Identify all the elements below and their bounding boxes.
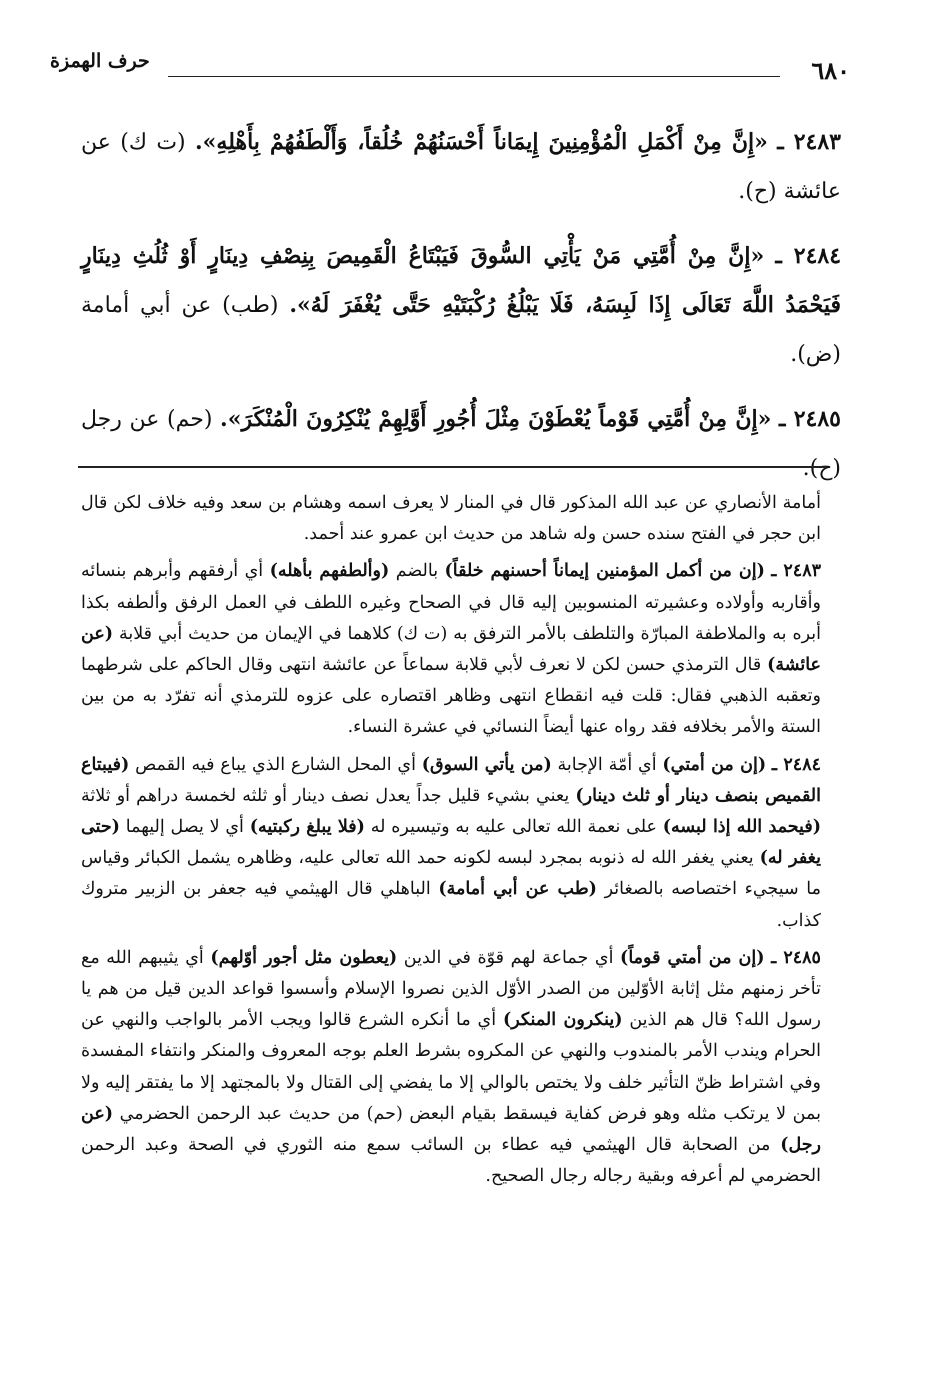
- commentary-text: أي المحل الشارع الذي يباع فيه القمص: [129, 754, 422, 775]
- commentary-2485: [81, 943, 821, 1193]
- commentary-text: أي جماعة لهم قوّة في الدين: [397, 947, 621, 968]
- running-title: حرف الهمزة: [50, 50, 150, 72]
- hadith-source: (طب) عن أبي أمامة (ض).: [81, 293, 841, 367]
- commentary-quote: (طب عن أبي أمامة): [438, 879, 597, 900]
- commentary-quote: (حتى يغفر له): [81, 817, 821, 869]
- commentary-text: أي يثيبهم الله مع تأخر زمنهم مثل إثابة الأوّلين من الصدر الأوّل الذين نصروا الإسلام وأسسوا قواعد الدين قيل من هم يا رسول الله؟ قال هم الذين: [81, 947, 821, 1031]
- commentary-intro: أمامة الأنصاري عن عبد الله المذكور قال في المنار لا يعرف اسمه وهشام بن سعد وفيه خلاف لكن قال ابن حجر في الفتح سنده حسن وله شاهد من حديث ابن عمرو عند أحمد.: [81, 493, 821, 545]
- commentary-divider: [78, 466, 826, 468]
- hadith-number: ٢٤٨٤ ـ: [775, 243, 842, 269]
- commentary-quote: (يعطون مثل أجور أوّلهم): [210, 947, 398, 968]
- commentary-quote: (إن من أكمل المؤمنين إيماناً أحسنهم خلقاً): [444, 561, 765, 582]
- commentary-text: يعني بشيء قليل جداً يعدل نصف دينار أو ثلثه لخمسة دراهم أو ثلاثة: [81, 785, 576, 806]
- commentary-text: قال الترمذي حسن لكن لا نعرف لأبي قلابة سماعاً عن عائشة انتهى وقال الحاكم على شرطهما وتعقبه الذهبي فقال: قلت فيه انقطاع انتهى وظاهر اقتصاره على عزوه للترمذي أنه تفرّد به من بين الستة والأمر بخلافه فقد رواه عنها أيضاً النسائي في عشرة النساء.: [81, 655, 821, 738]
- hadith-number: ٢٤٨٣ ـ: [777, 129, 841, 155]
- hadith-text: «إِنَّ مِنْ أُمَّتِي قَوْماً يُعْطَوْنَ مِثْلَ أُجُورِ أَوَّلِهِمْ يُنْكِرُونَ الْمُنْكَرَ».: [220, 406, 772, 432]
- hadith-number: ٢٤٨٥ ـ: [779, 406, 841, 432]
- hadith-2484: [81, 232, 841, 379]
- commentary-quote: (فلا يبلغ ركبتيه): [249, 817, 365, 838]
- commentary-text: أي ما أنكره الشرع قالوا ويجب الأمر بالواجب والنهي عن الحرام ويندب الأمر بالمندوب والنهي عن المكروه بشرط العلم بوجه المعروف والمنكر وانتفاء المفسدة وفي اشتراط ظنّ التأثير خلف ولا يختص بالوالي إلا ما يفضي إلى القتال ولا بالمجتهد إلا ما يفتقر إليه ولا بمن لا يرتكب مثله وهو فرض كفاية فيسقط بقيام البعض (حم) من حديث عبد الرحمن الحضرمي: [81, 1010, 821, 1124]
- page-header: [50, 50, 850, 94]
- commentary-quote: (ينكرون المنكر): [502, 1010, 623, 1031]
- commentary-2483: [81, 556, 821, 743]
- commentary-number: ٢٤٨٣ ـ: [771, 561, 821, 582]
- commentary-text: بالضم: [389, 561, 445, 582]
- commentary-text: على نعمة الله تعالى عليه به وتيسيره له: [364, 817, 663, 838]
- hadith-2483: [81, 118, 841, 216]
- commentary: [81, 488, 821, 1198]
- commentary-quote: (من يأتي السوق): [421, 754, 552, 775]
- commentary-2484: [81, 750, 821, 937]
- commentary-number: ٢٤٨٥ ـ: [771, 947, 821, 968]
- commentary-quote: (إن من أمتي): [662, 754, 767, 775]
- commentary-text: يعني يغفر الله له ذنوبه بمجرد لبسه لكونه حمد الله تعالى عليه، وظاهره يشمل الكبائر وقياس ما سيجيء اختصاصه بالصغائر: [81, 848, 822, 900]
- commentary-text: من الصحابة قال الهيثمي فيه عطاء بن السائب سمع منه الثوري في الصحة وعبد الرحمن الحضرمي لم أعرفه وبقية رجاله رجال الصحيح.: [81, 1135, 821, 1187]
- page-number: ٦٨٠: [811, 56, 850, 85]
- commentary-text: أي لا يصل إليهما: [119, 817, 250, 838]
- commentary-number: ٢٤٨٤ ـ: [771, 754, 821, 775]
- commentary-quote: (إن من أمتي قوماً): [620, 947, 765, 968]
- commentary-text: أي أمّة الإجابة: [551, 754, 663, 775]
- commentary-quote: (فيحمد الله إذا لبسه): [662, 817, 821, 838]
- hadith-text: «إِنَّ مِنْ أَكْمَلِ الْمُؤْمِنِينَ إِيمَاناً أَحْسَنُهُمْ خُلُقاً، وَأَلْطَفُهُمْ بِأَهْلِهِ».: [195, 129, 768, 155]
- hadith-2485: [81, 395, 841, 493]
- header-rule: [168, 76, 780, 77]
- hadith-text: «إِنَّ مِنْ أُمَّتِي مَنْ يَأْتِي السُّوقَ فَيَبْتَاعُ الْقَمِيصَ بِنِصْفِ دِينَارٍ أَوْ ثُلُثِ دِينَارٍ فَيَحْمَدُ اللَّهَ تَعَالَى إِذَا لَبِسَهُ، فَلَا يَبْلُغُ رُكْبَتَيْهِ حَتَّى يُغْفَرَ لَهُ».: [81, 243, 842, 318]
- commentary-quote: (وألطفهم بأهله): [269, 561, 390, 582]
- hadith-source: (ت ك) عن عائشة (ح).: [81, 130, 841, 204]
- commentary-quote: (عن رجل): [81, 1103, 821, 1156]
- hadith-source: (حم) عن رجل (ح).: [81, 407, 841, 481]
- hadith-list: [81, 118, 841, 509]
- commentary-text: الباهلي قال الهيثمي فيه جعفر بن الزبير متروك كذاب.: [81, 879, 821, 931]
- commentary-text: أي أرفقهم وأبرهم بنسائه وأقاربه وأولاده وعشيرته المنسوبين إليه قال في الصحاح وغيره اللطف في العمل الرفق وألطفه بكذا أبره به والملاطفة المبارّة والتلطف بالأمر الترفق به (ت ك) كلاهما في الإيمان من حديث أبي قلابة: [81, 561, 821, 644]
- commentary-quote: (فيبتاع القميص بنصف دينار أو ثلث دينار): [81, 754, 821, 806]
- commentary-quote: (عن عائشة): [81, 623, 821, 676]
